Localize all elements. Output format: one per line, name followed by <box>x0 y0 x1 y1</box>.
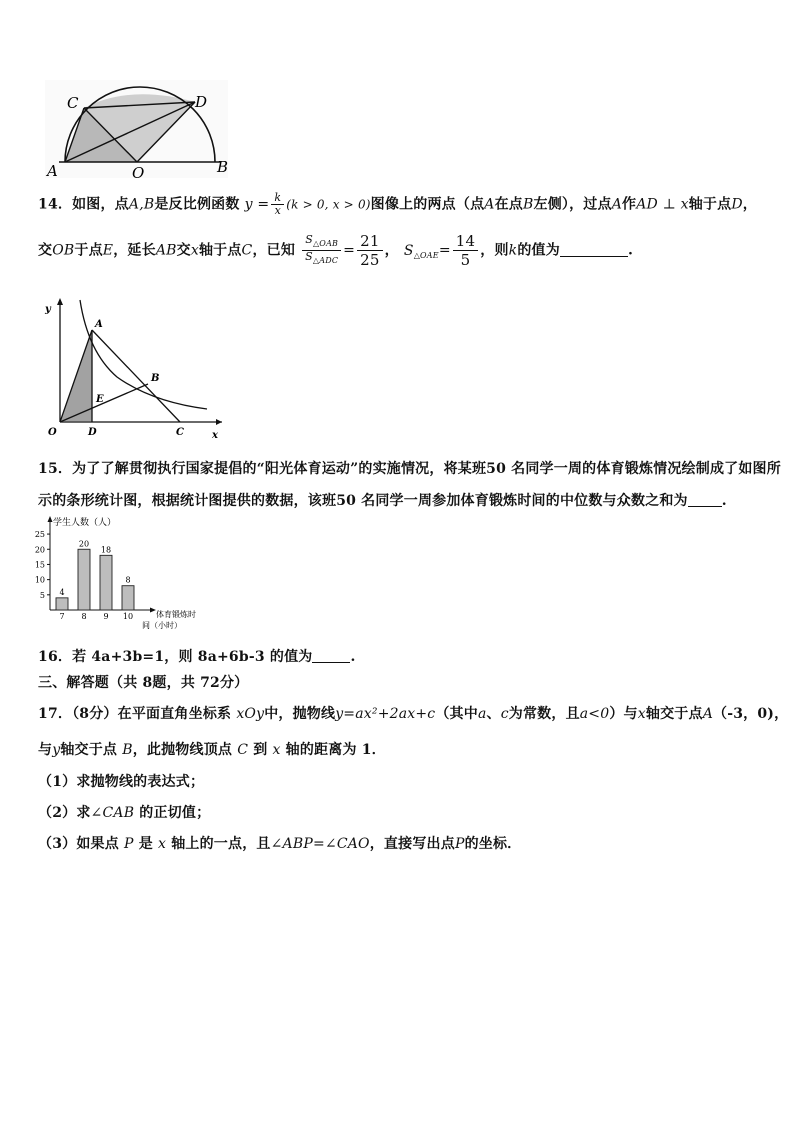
fraction-21-25: $\frac{21}{25}$ <box>357 232 383 269</box>
answer-blank-q14[interactable] <box>560 244 628 257</box>
chart-bar <box>78 549 90 610</box>
label-c: C <box>67 94 79 112</box>
chart-x-tick-label: 7 <box>59 612 65 621</box>
chart-y-tick-label: 25 <box>34 530 45 540</box>
answer-blank-q15[interactable] <box>688 494 722 507</box>
q17-sub2: （2）求∠CAB 的正切值； <box>38 805 211 821</box>
chart-bar <box>100 555 112 610</box>
chart-y-tick-label: 5 <box>39 590 45 600</box>
q16-line: 16．若 4a+3b=1，则 8a+6b-3 的值为 . <box>38 649 356 665</box>
label-a: A <box>95 319 103 330</box>
chart-x-tick-label: 8 <box>81 612 87 621</box>
chart-x-label-line1: 体育锻炼时 <box>156 610 196 619</box>
q17-line2: 与y轴交于点 B，此抛物线顶点 C 到 x 轴的距离为 1． <box>38 742 386 758</box>
q17-sub1: （1）求抛物线的表达式； <box>38 774 205 790</box>
chart-x-tick-label: 10 <box>122 612 134 621</box>
semicircle-figure <box>45 80 240 180</box>
q15-line1: 15．为了了解贯彻执行国家提倡的“阳光体育运动”的实施情况，将某班50 名同学一周的体育锻炼情况绘制成了如图所 <box>38 461 781 477</box>
chart-data-label: 18 <box>100 545 112 555</box>
segment-ac <box>92 330 180 422</box>
y-axis-arrow <box>57 298 63 305</box>
chart-data-label: 4 <box>59 587 65 597</box>
chart-x-tick-label: 9 <box>103 612 109 621</box>
chart-y-tick-label: 10 <box>34 575 45 585</box>
chart-bar <box>56 598 68 610</box>
fraction-area-ratio: $\frac{S_{\triangle OAB}}{S_{\triangle ADC}}$ <box>302 234 341 267</box>
label-e: E <box>96 394 104 405</box>
label-y: y <box>45 304 51 315</box>
q14-line1: 14．如图，点A,B是反比例函数 y = $\frac{k}{x}$ (k > 0, x > 0)图像上的两点（点A在点B左侧），过点A作AD ⊥ x轴于点D， <box>38 191 757 217</box>
section3-title: 三、解答题（共 8题，共 72分） <box>38 675 249 691</box>
hyperbola-curve <box>80 300 207 409</box>
hyperbola-figure <box>42 292 232 442</box>
q17-sub3: （3）如果点 P 是 x 轴上的一点，且∠ABP=∠CAO，直接写出点P的坐标． <box>38 836 522 852</box>
label-x: x <box>212 430 218 441</box>
chart-y-axis-arrow <box>48 516 53 522</box>
label-c: C <box>176 427 184 438</box>
chart-x-label-line2: 间（小时） <box>142 621 182 630</box>
chart-y-label: 学生人数（人） <box>53 518 117 528</box>
chart-bar <box>122 586 134 610</box>
label-d: D <box>88 427 97 438</box>
q15-line2: 示的条形统计图，根据统计图提供的数据，该班50 名同学一周参加体育锻炼时间的中位数与众数之和为 . <box>38 493 727 509</box>
q14-line2: 交OB于点E，延长AB交x轴于点C，已知 $\frac{S_{\triangle OAB}}{S_{\triangle ADC}}$ = $\frac{21}{25}$ ， $S_{\triangle OAE}=$ $\frac{14}{5}$ ，则k的值为 . <box>38 232 634 269</box>
fraction-14-5: $\frac{14}{5}$ <box>453 232 479 269</box>
label-b: B <box>151 373 160 384</box>
label-o: O <box>48 427 57 438</box>
label-a: A <box>47 162 58 180</box>
bar-chart <box>36 514 226 638</box>
fraction-k-over-x: $\frac{k}{x}$ <box>271 192 284 217</box>
label-o: O <box>132 164 145 182</box>
x-axis-arrow <box>216 419 222 425</box>
label-b: B <box>217 158 229 176</box>
chart-data-label: 20 <box>78 539 90 549</box>
chart-y-tick-label: 20 <box>34 545 45 555</box>
label-d: D <box>195 93 208 111</box>
q17-line1: 17．（8分）在平面直角坐标系 xOy中，抛物线y=ax²+2ax+c（其中a、c为常数，且a<0）与x轴交于点A（-3，0)， <box>38 706 789 722</box>
chart-data-label: 8 <box>125 575 131 585</box>
chart-y-tick-label: 15 <box>34 560 45 570</box>
answer-blank-q16[interactable] <box>312 650 350 663</box>
